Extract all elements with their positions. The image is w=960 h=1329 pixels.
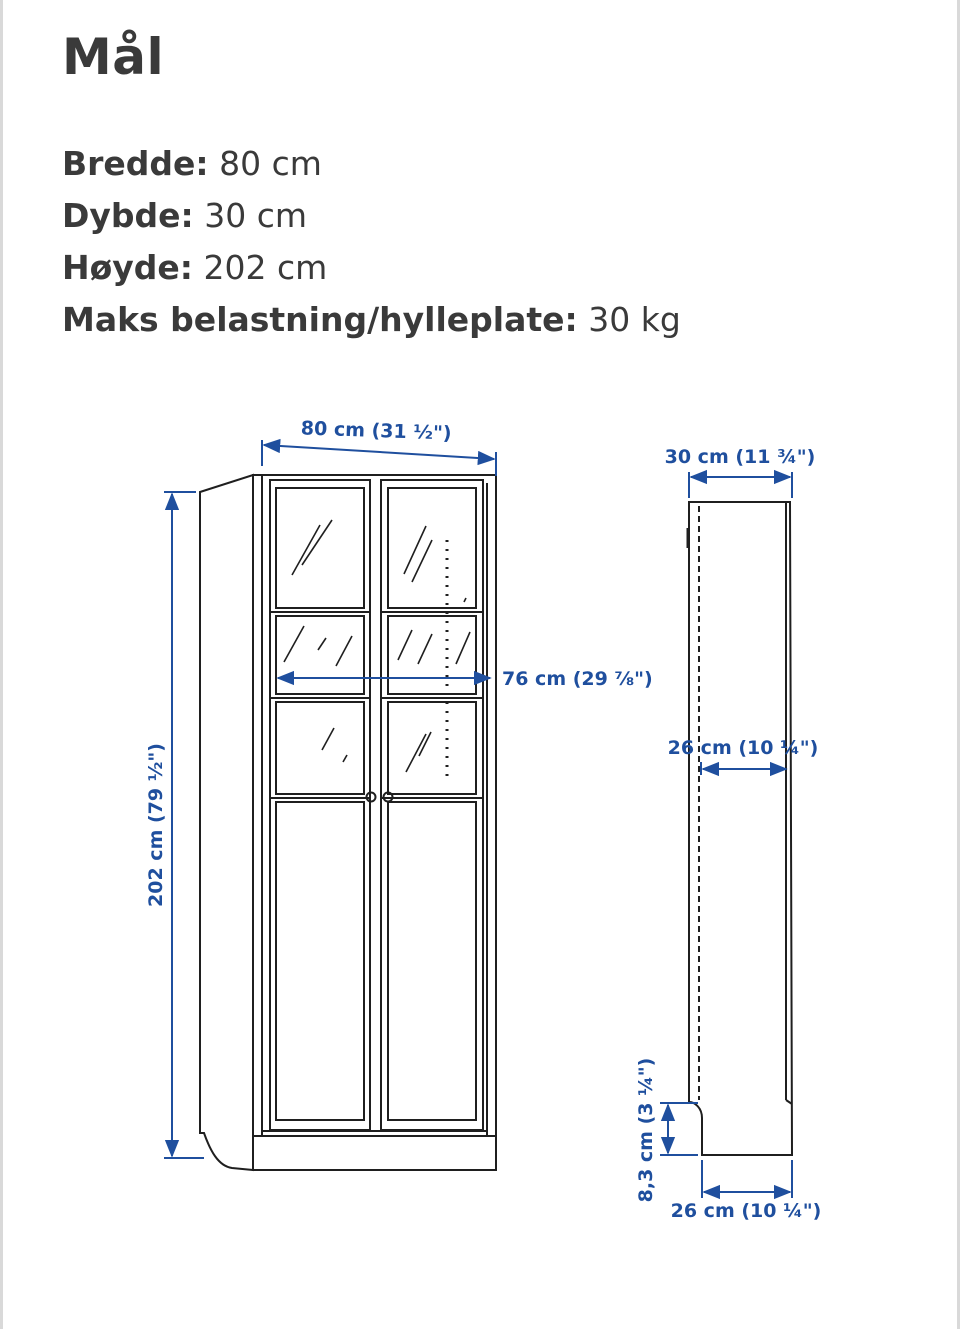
left-door-panel: [276, 802, 364, 1120]
inner-width-label: 76 cm (29 ⅞"): [502, 668, 653, 690]
spec-value: 202 cm: [203, 248, 328, 287]
right-door: [381, 480, 483, 1130]
dimension-lines: [164, 440, 792, 1198]
spec-label: Høyde:: [62, 248, 194, 287]
right-door-panel: [388, 802, 476, 1120]
glass-reflections: [284, 520, 470, 772]
width-label: 80 cm (31 ½"): [300, 417, 452, 445]
depth-label: 30 cm (11 ¾"): [664, 446, 816, 468]
plinth-height-label: 8,3 cm (3 ¼"): [635, 1057, 657, 1203]
spec-value: 30 kg: [588, 300, 681, 339]
front-view: [200, 475, 496, 1170]
spec-label: Dybde:: [62, 196, 194, 235]
spec-label: Bredde:: [62, 144, 209, 183]
side-view: [688, 502, 792, 1155]
cabinet-frame: [253, 475, 496, 1170]
spec-label: Maks belastning/hylleplate:: [62, 300, 578, 339]
left-door: [270, 480, 370, 1130]
bottom-depth-label: 26 cm (10 ¼"): [670, 1200, 822, 1222]
spec-value: 80 cm: [219, 144, 322, 183]
side-outline: [689, 502, 792, 1155]
cabinet-side-panel: [200, 475, 253, 1170]
inner-depth-label: 26 cm (10 ¼"): [667, 737, 819, 759]
width-dimension-line: [264, 445, 494, 459]
page-title: Mål: [62, 28, 165, 86]
spec-value: 30 cm: [204, 196, 308, 235]
height-label: 202 cm (79 ½"): [145, 743, 167, 907]
